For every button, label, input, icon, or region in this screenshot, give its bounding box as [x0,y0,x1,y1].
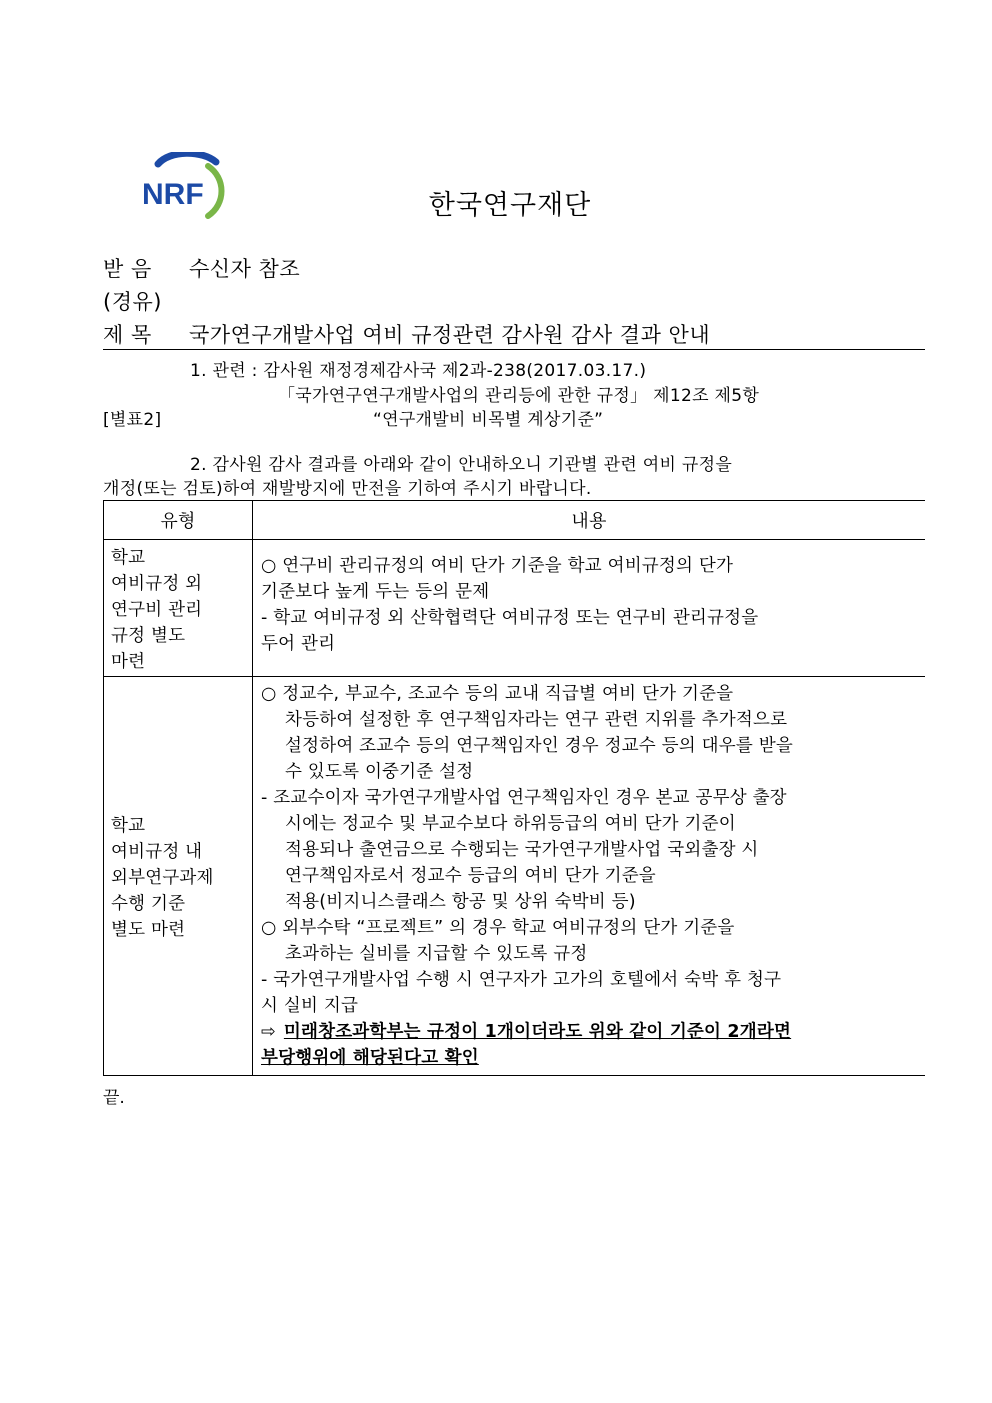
content-line: - 국가연구개발사업 수행 시 연구자가 고가의 호텔에서 숙박 후 청구 [261,970,782,990]
category-cell [104,677,253,1076]
content-line: 설정하여 조교수 등의 연구책임자인 경우 정교수 등의 대우를 받을 [285,736,793,756]
content-line: 시에는 정교수 및 부교수보다 하위등급의 여비 단가 기준이 [285,814,736,834]
notice-line-1: 2. 감사원 감사 결과를 아래와 같이 안내하오니 기관별 관련 여비 규정을 [190,455,733,475]
content-line: ○ 연구비 관리규정의 여비 단가 기준을 학교 여비규정의 단가 [261,556,734,576]
table-header-row [104,501,926,540]
content-line: 기준보다 높게 두는 등의 문제 [261,582,490,602]
category-line: 학교 [111,816,146,836]
content-line: - 학교 여비규정 외 산학협력단 여비규정 또는 연구비 관리규정을 [261,608,759,628]
subject-label: 제 목 [103,323,152,347]
related-line-2: 「국가연구연구개발사업의 관리등에 관한 규정」 제12조 제5항 [278,386,760,406]
category-line: 학교 [111,548,146,568]
header-divider [103,349,925,350]
content-line: 차등하여 설정한 후 연구책임자라는 연구 관련 지위를 추가적으로 [285,710,788,730]
table-row [104,677,926,1076]
category-line: 수행 기준 [111,894,186,914]
via-line [103,286,162,316]
content-cell [253,677,926,1076]
header-type: 유형 [104,501,253,540]
category-line: 마련 [111,652,146,672]
category-line: 별도 마련 [111,920,186,940]
related-tag: [별표2] [103,410,162,430]
category-line: 연구비 관리 [111,600,203,620]
header-content: 내용 [253,501,926,540]
conclusion-line [261,1019,919,1045]
logo-text: NRF [142,178,204,211]
logo-arc-blue [158,153,216,164]
content-line: ○ 외부수탁 “프로젝트” 의 경우 학교 여비규정의 단가 기준을 [261,918,735,938]
via-label: (경유) [103,290,162,314]
content-line: 초과하는 실비를 지급할 수 있도록 규정 [285,944,588,964]
content-line: 적용(비지니스클래스 항공 및 상위 숙박비 등) [285,892,636,912]
related-line-3: “연구개발비 비목별 계상기준” [373,410,604,430]
category-cell [104,540,253,677]
content-line: 적용되나 출연금으로 수행되는 국가연구개발사업 국외출장 시 [285,840,759,860]
recipient-value: 수신자 참조 [189,257,301,281]
content-line: 시 실비 지급 [261,996,359,1016]
content-line: 수 있도록 이중기준 설정 [285,762,474,782]
content-line: ○ 정교수, 부교수, 조교수 등의 교내 직급별 여비 단가 기준을 [261,684,734,704]
subject-line [103,319,710,349]
related-line-1: 1. 관련 : 감사원 재정경제감사국 제2과-238(2017.03.17.) [190,361,647,381]
arrow-right-icon: ⇨ [261,1022,276,1042]
category-line: 규정 별도 [111,626,186,646]
category-line: 여비규정 외 [111,574,203,594]
recipient-line [103,253,300,283]
conclusion-text: 미래창조과학부는 규정이 1개이더라도 위와 같이 기준이 2개라면 [283,1022,792,1042]
end-mark: 끝. [103,1088,125,1108]
notice-line-2: 개정(또는 검토)하여 재발방지에 만전을 기하여 주시기 바랍니다. [103,479,592,499]
content-line: - 조교수이자 국가연구개발사업 연구책임자인 경우 본교 공무상 출장 [261,788,787,808]
recipient-label: 받 음 [103,257,152,281]
category-line: 여비규정 내 [111,842,203,862]
organization-name: 한국연구재단 [428,190,592,221]
content-cell [253,540,926,677]
category-line: 외부연구과제 [111,868,214,888]
content-line: 연구책임자로서 정교수 등급의 여비 단가 기준을 [285,866,656,886]
table-row [104,540,926,677]
subject-value: 국가연구개발사업 여비 규정관련 감사원 감사 결과 안내 [189,323,711,347]
conclusion-line: 부당행위에 해당된다고 확인 [261,1048,479,1068]
audit-result-table [103,500,925,1076]
content-line: 두어 관리 [261,634,336,654]
